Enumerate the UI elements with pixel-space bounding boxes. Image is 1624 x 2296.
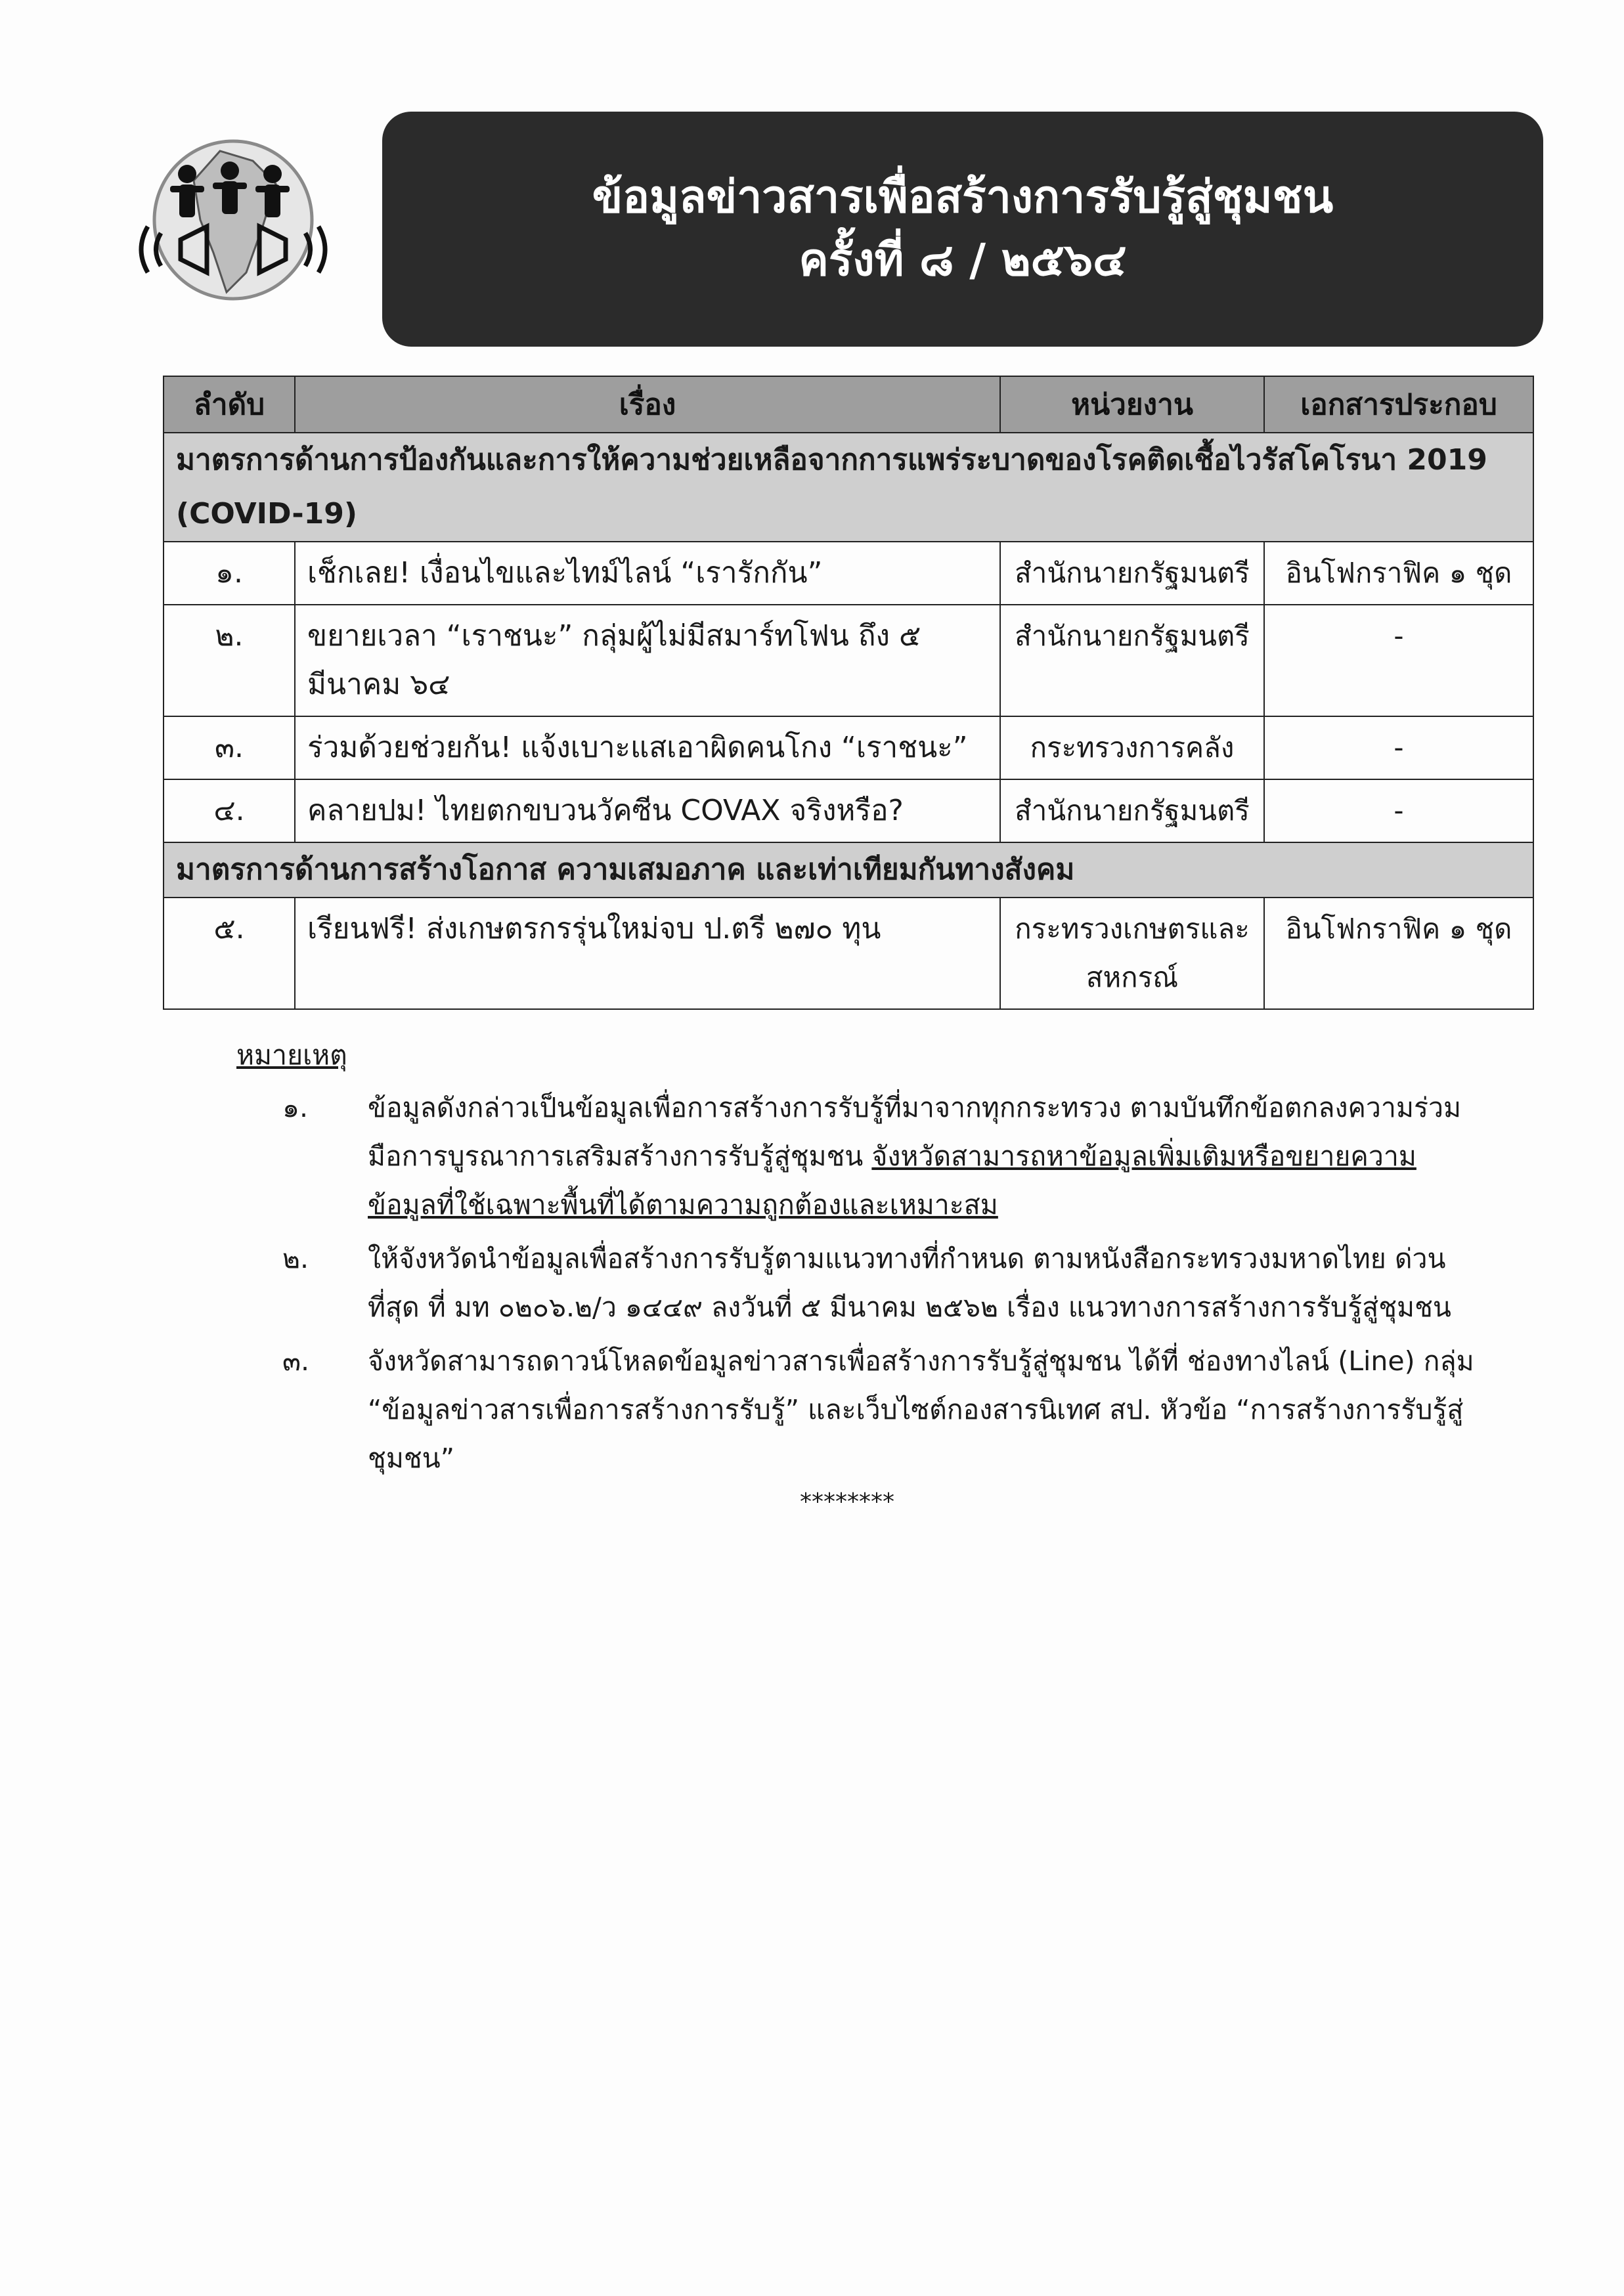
row-agency: สำนักนายกรัฐมนตรี: [1000, 605, 1264, 716]
column-header-no: ลำดับ: [164, 376, 295, 433]
row-attachment: -: [1264, 716, 1533, 779]
row-number: ๓.: [164, 716, 295, 779]
row-agency: สำนักนายกรัฐมนตรี: [1000, 542, 1264, 605]
document-issue: ครั้งที่ ๘ / ๒๕๖๔: [799, 234, 1127, 286]
row-number: ๒.: [164, 605, 295, 716]
row-topic: เช็กเลย! เงื่อนไขและไทม์ไลน์ “เรารักกัน”: [295, 542, 1000, 605]
note-text: จังหวัดสามารถดาวน์โหลดข้อมูลข่าวสารเพื่อสร้างการรับรู้สู่ชุมชน ได้ที่ ช่องทางไลน์ (Line) กลุ่ม “ข้อมูลข่าวสารเพื่อการสร้างการรับรู้” และเว็บไซต์กองสารนิเทศ สป. หัวข้อ “การสร้างการรับรู้สู่ชุมชน”: [368, 1345, 1474, 1474]
note-number: ๑.: [282, 1092, 309, 1123]
section-title: มาตรการด้านการสร้างโอกาส ความเสมอภาค และเท่าเทียมกันทางสังคม: [164, 842, 1533, 898]
column-header-topic: เรื่อง: [295, 376, 1000, 433]
row-topic: คลายปม! ไทยตกขบวนวัคซีน COVAX จริงหรือ?: [295, 779, 1000, 842]
row-topic: ขยายเวลา “เราชนะ” กลุ่มผู้ไม่มีสมาร์ทโฟน ถึง ๕ มีนาคม ๖๔: [295, 605, 1000, 716]
note-number: ๒.: [282, 1243, 309, 1274]
community-megaphone-logo-icon: [121, 121, 358, 318]
note-item: [236, 1083, 1484, 1229]
table-row: [164, 716, 1533, 779]
note-item: [236, 1337, 1484, 1483]
row-agency: กระทรวงการคลัง: [1000, 716, 1264, 779]
note-item: [236, 1234, 1484, 1332]
row-attachment: อินโฟกราฟิค ๑ ชุด: [1264, 542, 1533, 605]
column-header-attachment: เอกสารประกอบ: [1264, 376, 1533, 433]
end-marker: ********: [800, 1488, 894, 1515]
row-number: ๕.: [164, 898, 295, 1009]
row-agency: สำนักนายกรัฐมนตรี: [1000, 779, 1264, 842]
notes-title: หมายเหตุ: [236, 1039, 347, 1071]
row-attachment: -: [1264, 779, 1533, 842]
note-body: ข้อมูลดังกล่าวเป็นข้อมูลเพื่อการสร้างการรับรู้ที่มาจากทุกกระทรวง ตามบันทึกข้อตกลงความร่วมมือการบูรณาการเสริมสร้างการรับรู้สู่ชุมชน: [368, 1092, 1462, 1172]
row-attachment: อินโฟกราฟิค ๑ ชุด: [1264, 898, 1533, 1009]
table-row: [164, 779, 1533, 842]
column-header-agency: หน่วยงาน: [1000, 376, 1264, 433]
note-text: [341, 1083, 1484, 1229]
news-table: [163, 376, 1534, 1010]
table-row: [164, 898, 1533, 1009]
note-number: ๓.: [282, 1345, 310, 1377]
note-underlined-text: จังหวัดสามารถหาข้อมูลเพิ่มเติมหรือขยายความข้อมูลที่ใช้เฉพาะพื้นที่ได้ตามความถูกต้องและเหมาะสม: [368, 1140, 1416, 1221]
title-banner: [382, 112, 1543, 347]
row-number: ๑.: [164, 542, 295, 605]
table-header-row: [164, 376, 1533, 433]
row-topic: เรียนฟรี! ส่งเกษตรกรรุ่นใหม่จบ ป.ตรี ๒๗๐ ทุน: [295, 898, 1000, 1009]
row-number: ๔.: [164, 779, 295, 842]
table-row: [164, 542, 1533, 605]
row-agency: กระทรวงเกษตรและสหกรณ์: [1000, 898, 1264, 1009]
note-text: ให้จังหวัดนำข้อมูลเพื่อสร้างการรับรู้ตามแนวทางที่กำหนด ตามหนังสือกระทรวงมหาดไทย ด่วนที่สุด ที่ มท ๐๒๐๖.๒/ว ๑๔๔๙ ลงวันที่ ๕ มีนาคม ๒๕๖๒ เรื่อง แนวทางการสร้างการรับรู้สู่ชุมชน: [368, 1243, 1451, 1323]
section-title: มาตรการด้านการป้องกันและการให้ความช่วยเหลือจากการแพร่ระบาดของโรคติดเชื้อไวรัสโคโรนา 2019 (COVID-19): [164, 433, 1533, 542]
row-attachment: -: [1264, 605, 1533, 716]
document-title: ข้อมูลข่าวสารเพื่อสร้างการรับรู้สู่ชุมชน: [592, 171, 1334, 223]
table-row: [164, 605, 1533, 716]
section-row-covid: [164, 433, 1533, 542]
section-row-social-equality: [164, 842, 1533, 898]
row-topic: ร่วมด้วยช่วยกัน! แจ้งเบาะแสเอาผิดคนโกง “เราชนะ”: [295, 716, 1000, 779]
notes-section: [236, 1032, 1484, 1522]
